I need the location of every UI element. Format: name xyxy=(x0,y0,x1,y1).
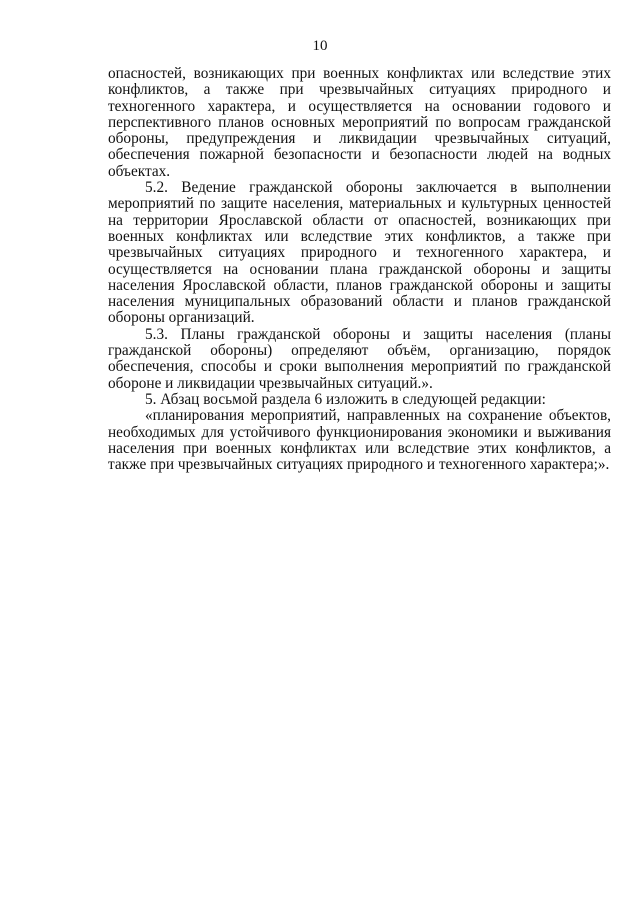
paragraph-quoted-text: «планирования мероприятий, направленных на сохранение объектов, необходимых для устойчивого функционирования экономики и выживания населения при военных конфликтах или вследствие этих конфликтов, а также при чрезвычайных ситуациях природного и техногенного характера;». xyxy=(108,407,611,474)
paragraph-continuation: опасностей, возникающих при военных конфликтах или вследствие этих конфликтов, а также при чрезвычайных ситуациях природного и техногенного характера, и осуществляется на основании годового и перспективного планов основных мероприятий по вопросам гражданской обороны, предупреждения и ликвидации чрезвычайных ситуаций, обеспечения пожарной безопасности и безопасности людей на водных объектах. xyxy=(108,65,611,180)
paragraph-item-5: 5. Абзац восьмой раздела 6 изложить в следующей редакции: xyxy=(145,390,546,408)
paragraph-5-2: 5.2. Ведение гражданской обороны заключается в выполнении мероприятий по защите населения, материальных и культурных ценностей на территории Ярославской области от опасностей, возникающих при военных конфликтах или вследствие этих конфликтов, а также при чрезвычайных ситуациях природного и техногенного характера, и осуществляется на основании плана гражданской обороны и защиты населения Ярославской области, планов гражданской обороны и защиты населения муниципальных образований области и планов гражданской обороны организаций. xyxy=(108,179,611,327)
page-number: 10 xyxy=(312,38,328,54)
paragraph-5-3: 5.3. Планы гражданской обороны и защиты населения (планы гражданской обороны) определяют объём, организацию, порядок обеспечения, способы и сроки выполнения мероприятий по гражданской обороне и ликвидации чрезвычайных ситуаций.». xyxy=(108,325,611,392)
document-body xyxy=(108,66,611,473)
